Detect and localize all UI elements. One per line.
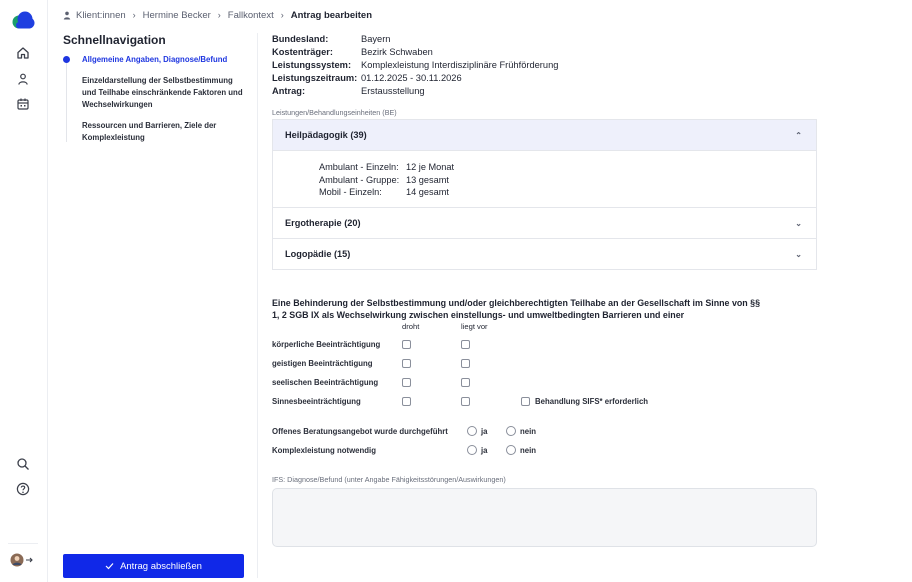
checkbox-sinnes-liegt-vor[interactable]: [461, 397, 470, 406]
user-menu[interactable]: [10, 553, 34, 567]
chevron-right-icon: ›: [132, 10, 136, 20]
person-icon[interactable]: [14, 70, 32, 88]
radio-consultation-yes[interactable]: [467, 426, 477, 436]
detail-row: [272, 85, 558, 98]
question-label: Offenes Beratungsangebot wurde durchgeführt: [272, 427, 448, 436]
quick-navigation: [63, 33, 249, 153]
checkbox-seelisch-liegt-vor[interactable]: [461, 378, 470, 387]
accordion-title: Ergotherapie (20): [285, 218, 361, 228]
detail-row: [272, 33, 558, 46]
radio-complex-yes[interactable]: [467, 445, 477, 455]
service-row: [319, 174, 816, 187]
submit-application-button[interactable]: [63, 554, 244, 578]
submit-button-label: Antrag abschließen: [120, 560, 202, 572]
service-amount: 13 gesamt: [406, 174, 449, 185]
accordion-logopaedie: [272, 238, 817, 270]
detail-key: Antrag:: [272, 86, 306, 96]
service-type: Ambulant - Einzeln:: [319, 162, 399, 172]
checkbox-sinnes-droht[interactable]: [402, 397, 411, 406]
detail-value: Komplexleistung Interdisziplinäre Frühförderung: [361, 60, 559, 70]
active-indicator-dot: [63, 56, 70, 63]
question-label: Komplexleistung notwendig: [272, 446, 376, 455]
help-icon[interactable]: [14, 480, 32, 498]
impairment-row-label: geistigen Beeinträchtigung: [272, 359, 373, 368]
detail-value: 01.12.2025 - 30.11.2026: [361, 73, 462, 83]
column-header-droht: droht: [402, 322, 420, 331]
breadcrumb-item-clients[interactable]: Klient:innen: [76, 9, 126, 21]
impairment-row-label: körperliche Beeinträchtigung: [272, 340, 381, 349]
breadcrumb-item-case-context[interactable]: Fallkontext: [227, 9, 274, 21]
quick-navigation-title: Schnellnavigation: [63, 33, 166, 47]
logout-icon[interactable]: [25, 555, 34, 565]
checkbox-koerperlich-droht[interactable]: [402, 340, 411, 349]
column-header-liegt-vor: liegt vor: [461, 322, 488, 331]
detail-key: Kostenträger:: [272, 47, 333, 57]
quicknav-item-label: Allgemeine Angaben, Diagnose/Befund: [82, 55, 228, 64]
checkbox-koerperlich-liegt-vor[interactable]: [461, 340, 470, 349]
radio-label: ja: [481, 427, 488, 436]
accordion-heilpaedagogik: [272, 119, 817, 209]
avatar[interactable]: [10, 553, 24, 567]
diagnosis-textarea[interactable]: [272, 488, 817, 547]
chevron-right-icon: ›: [217, 10, 221, 20]
detail-row: [272, 72, 558, 85]
service-type: Mobil - Einzeln:: [319, 187, 382, 197]
quicknav-item-resources[interactable]: [63, 120, 249, 144]
impairment-description: Eine Behinderung der Selbstbestimmung und/oder gleichberechtigten Teilhabe an der Gesellschaft im Sinne von §§ 1, 2 SGB IX als Wechselwirkung zwischen einstellungs- und umweltbedingten Barrieren und einer: [272, 298, 761, 320]
service-row: [319, 161, 816, 174]
checkbox-geistig-droht[interactable]: [402, 359, 411, 368]
sifs-label: Behandlung SIFS* erforderlich: [535, 397, 649, 406]
checkbox-sifs[interactable]: [521, 397, 530, 406]
quicknav-item-label: Ressourcen und Barrieren, Ziele der Komplexleistung: [82, 121, 217, 142]
accordion-body: [273, 150, 816, 208]
accordion-header[interactable]: [273, 120, 816, 150]
service-type: Ambulant - Gruppe:: [319, 174, 400, 185]
breadcrumb-item-client[interactable]: Hermine Becker: [142, 9, 211, 21]
application-details: [272, 33, 558, 98]
chevron-right-icon: ›: [280, 10, 284, 20]
vertical-divider: [257, 33, 258, 578]
quicknav-item-label: Einzeldarstellung der Selbstbestimmung und Teilhabe einschränkende Faktoren und Wechselwirkungen: [82, 76, 243, 109]
diagnosis-label: IFS: Diagnose/Befund (unter Angabe Fähigkeitsstörungen/Auswirkungen): [272, 475, 506, 484]
detail-key: Bundesland:: [272, 34, 329, 44]
accordion-header[interactable]: [273, 208, 816, 238]
cloud-logo[interactable]: [10, 10, 36, 32]
detail-value: Erstausstellung: [361, 86, 425, 96]
detail-value: Bayern: [361, 34, 391, 44]
accordion-title: Heilpädagogik (39): [285, 130, 367, 140]
impairment-row-label: seelischen Beeinträchtigung: [272, 378, 379, 387]
accordion-ergotherapie: [272, 207, 817, 239]
detail-row: [272, 46, 558, 59]
service-amount: 14 gesamt: [406, 187, 449, 197]
radio-complex-no[interactable]: [506, 445, 516, 455]
accordion-title: Logopädie (15): [285, 249, 351, 259]
detail-row: [272, 59, 558, 72]
checkbox-geistig-liegt-vor[interactable]: [461, 359, 470, 368]
person-icon: [63, 11, 71, 20]
detail-key: Leistungssystem:: [272, 60, 352, 70]
radio-label: ja: [481, 446, 488, 455]
side-rail: [0, 0, 48, 582]
radio-consultation-no[interactable]: [506, 426, 516, 436]
rail-divider: [8, 543, 38, 544]
chevron-down-icon: ⌄: [795, 218, 802, 228]
chevron-up-icon: ⌃: [795, 130, 802, 140]
service-row: [319, 186, 816, 199]
quicknav-item-self-determination[interactable]: [63, 75, 249, 111]
service-amount: 12 je Monat: [406, 162, 455, 172]
detail-value: Bezirk Schwaben: [361, 47, 433, 57]
chevron-down-icon: ⌄: [795, 249, 802, 259]
check-icon: [105, 562, 114, 570]
calendar-icon[interactable]: [14, 95, 32, 113]
breadcrumb: [63, 9, 372, 21]
quicknav-item-general[interactable]: [63, 54, 249, 66]
radio-label: nein: [520, 427, 537, 436]
detail-key: Leistungszeitraum:: [272, 73, 358, 83]
breadcrumb-current: Antrag bearbeiten: [290, 9, 372, 21]
services-label: Leistungen/Behandlungseinheiten (BE): [272, 108, 397, 117]
home-icon[interactable]: [14, 44, 32, 62]
accordion-header[interactable]: [273, 239, 816, 269]
search-icon[interactable]: [14, 455, 32, 473]
checkbox-seelisch-droht[interactable]: [402, 378, 411, 387]
impairment-row-label: Sinnesbeeinträchtigung: [272, 397, 361, 406]
radio-label: nein: [520, 446, 537, 455]
